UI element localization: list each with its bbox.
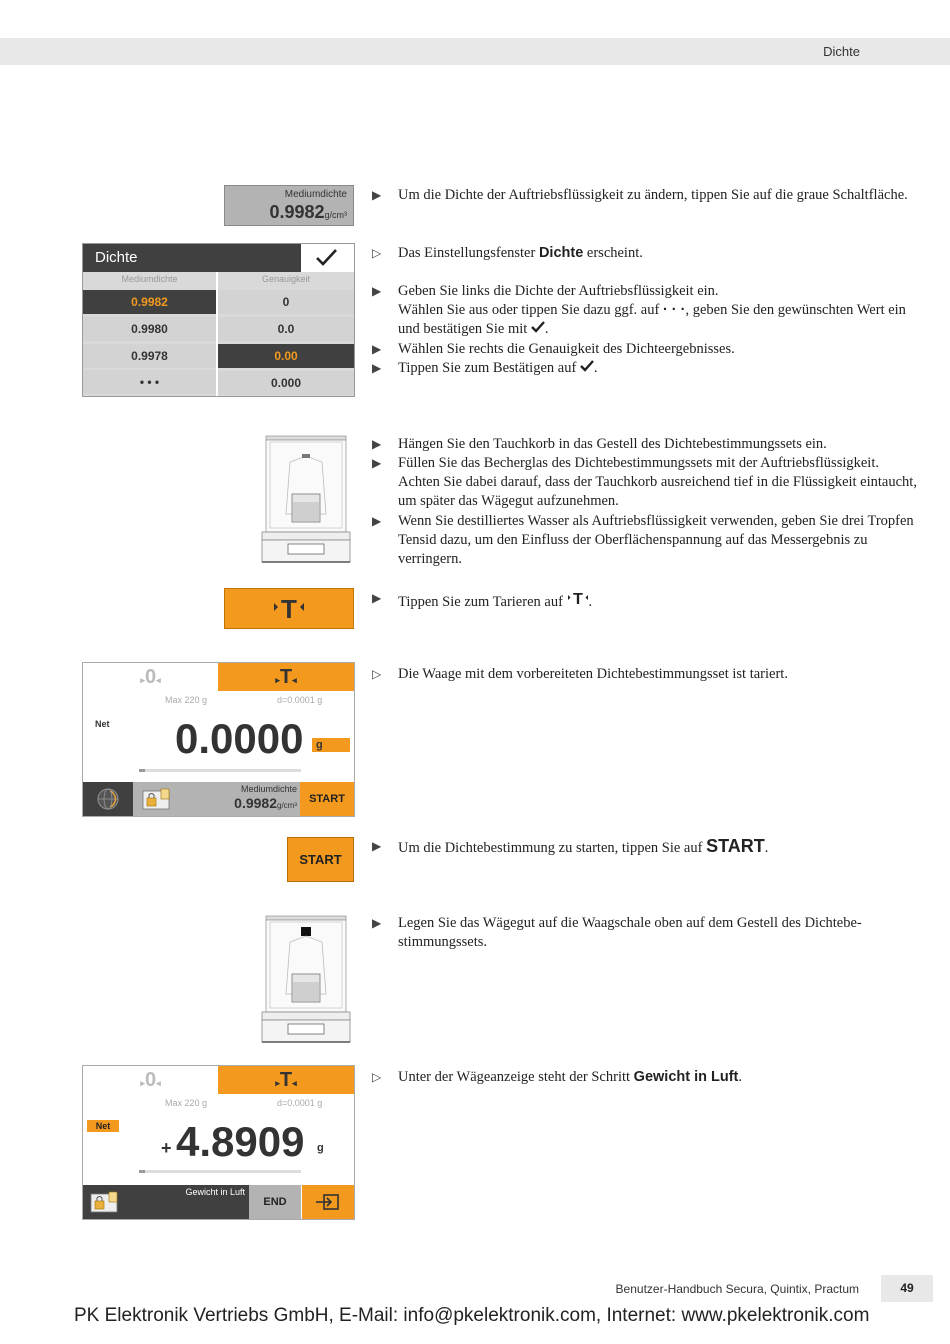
action-arrow-icon: ▶ [372, 437, 382, 451]
footer-manual-title: Benutzer-Handbuch Secura, Quintix, Practum [615, 1282, 859, 1296]
end-button[interactable]: END [249, 1185, 301, 1219]
tare-icon [567, 589, 589, 606]
enter-icon [302, 1185, 354, 1219]
action-arrow-icon: ▶ [372, 916, 382, 930]
action-arrow-icon: ▶ [372, 188, 382, 202]
precision-option[interactable]: 0 [218, 290, 354, 314]
medium-density-value: 0.9982 [269, 202, 325, 222]
medium-density-button[interactable] [224, 185, 354, 226]
start-button[interactable]: START [300, 782, 354, 816]
action-arrow-icon: ▶ [372, 284, 382, 298]
zero-button[interactable]: ▸0◂ [140, 666, 161, 688]
lock-icon [141, 787, 175, 811]
medium-density-value[interactable]: 0.9982g/cm³ [234, 795, 297, 811]
unit-label: g [317, 1142, 324, 1154]
precision-option[interactable]: 0.00 [218, 344, 354, 368]
svg-text:T: T [281, 594, 297, 622]
tare-icon [225, 592, 353, 629]
checkmark-icon [301, 244, 354, 272]
tare-button[interactable] [224, 588, 354, 629]
capacity-bar [139, 1170, 301, 1173]
weight-value: 0.0000 [175, 715, 304, 762]
weight-value: 4.8909 [176, 1118, 305, 1165]
readability: d=0.0001 g [277, 695, 323, 705]
svg-text:T: T [572, 591, 583, 606]
header-bar [0, 38, 950, 65]
net-badge: Net [87, 1120, 119, 1132]
next-step-button[interactable] [302, 1185, 354, 1219]
medium-density-unit: g/cm³ [324, 210, 347, 220]
more-dots-icon: · · · [662, 302, 686, 318]
balance-display-tared [82, 662, 355, 817]
zero-button[interactable]: ▸0◂ [140, 1069, 161, 1091]
distributor-watermark: PK Elektronik Vertriebs GmbH, E-Mail: info@pkelektronik.com, Internet: www.pkelektronik.com [74, 1305, 870, 1326]
more-options-button[interactable]: • • • [83, 370, 216, 394]
density-kit-with-sample-illustration [258, 914, 354, 1050]
action-arrow-icon: ▶ [372, 456, 382, 470]
action-arrow-icon: ▶ [372, 591, 382, 605]
action-arrow-icon: ▶ [372, 514, 382, 528]
medium-option[interactable]: 0.9978 [83, 344, 216, 368]
medium-option[interactable]: 0.9982 [83, 290, 216, 314]
result-arrow-icon: ▷ [372, 246, 382, 260]
medium-density-label: Mediumdichte [284, 189, 347, 200]
action-arrow-icon: ▶ [372, 361, 382, 375]
step-label: Gewicht in Luft [185, 1187, 245, 1197]
density-dialog [82, 243, 355, 397]
dialog-title: Dichte [83, 244, 301, 272]
capacity-bar [139, 769, 301, 772]
readability: d=0.0001 g [277, 1098, 323, 1108]
lock-icon [89, 1190, 123, 1214]
column-header-precision: Genauigkeit [261, 274, 311, 284]
start-button[interactable]: START [287, 837, 354, 882]
action-arrow-icon: ▶ [372, 839, 382, 853]
result-arrow-icon: ▷ [372, 667, 382, 681]
net-label: Net [95, 719, 110, 729]
medium-density-label: Mediumdichte [240, 784, 297, 794]
tare-button[interactable]: ▸T◂ [218, 1066, 354, 1094]
medium-option[interactable]: 0.9980 [83, 317, 216, 341]
balance-display-weight-in-air [82, 1065, 355, 1220]
precision-option[interactable]: 0.0 [218, 317, 354, 341]
action-arrow-icon: ▶ [372, 342, 382, 356]
page-number: 49 [881, 1275, 933, 1302]
lock-button[interactable] [141, 787, 175, 811]
result-arrow-icon: ▷ [372, 1070, 382, 1084]
checkmark-icon [531, 321, 545, 333]
globe-icon [83, 782, 133, 816]
density-kit-illustration [258, 434, 354, 570]
precision-option[interactable]: 0.000 [218, 371, 354, 395]
confirm-button[interactable] [301, 244, 354, 272]
application-button[interactable] [83, 782, 133, 816]
weight-sign: + [161, 1138, 172, 1158]
checkmark-icon [580, 360, 594, 372]
max-capacity: Max 220 g [165, 1098, 208, 1108]
tare-button[interactable]: ▸T◂ [218, 663, 354, 691]
column-header-medium: Mediumdichte [121, 274, 178, 284]
unit-label[interactable]: g [312, 738, 350, 752]
max-capacity: Max 220 g [165, 695, 208, 705]
lock-button[interactable] [89, 1190, 123, 1214]
section-title: Dichte [823, 44, 860, 59]
